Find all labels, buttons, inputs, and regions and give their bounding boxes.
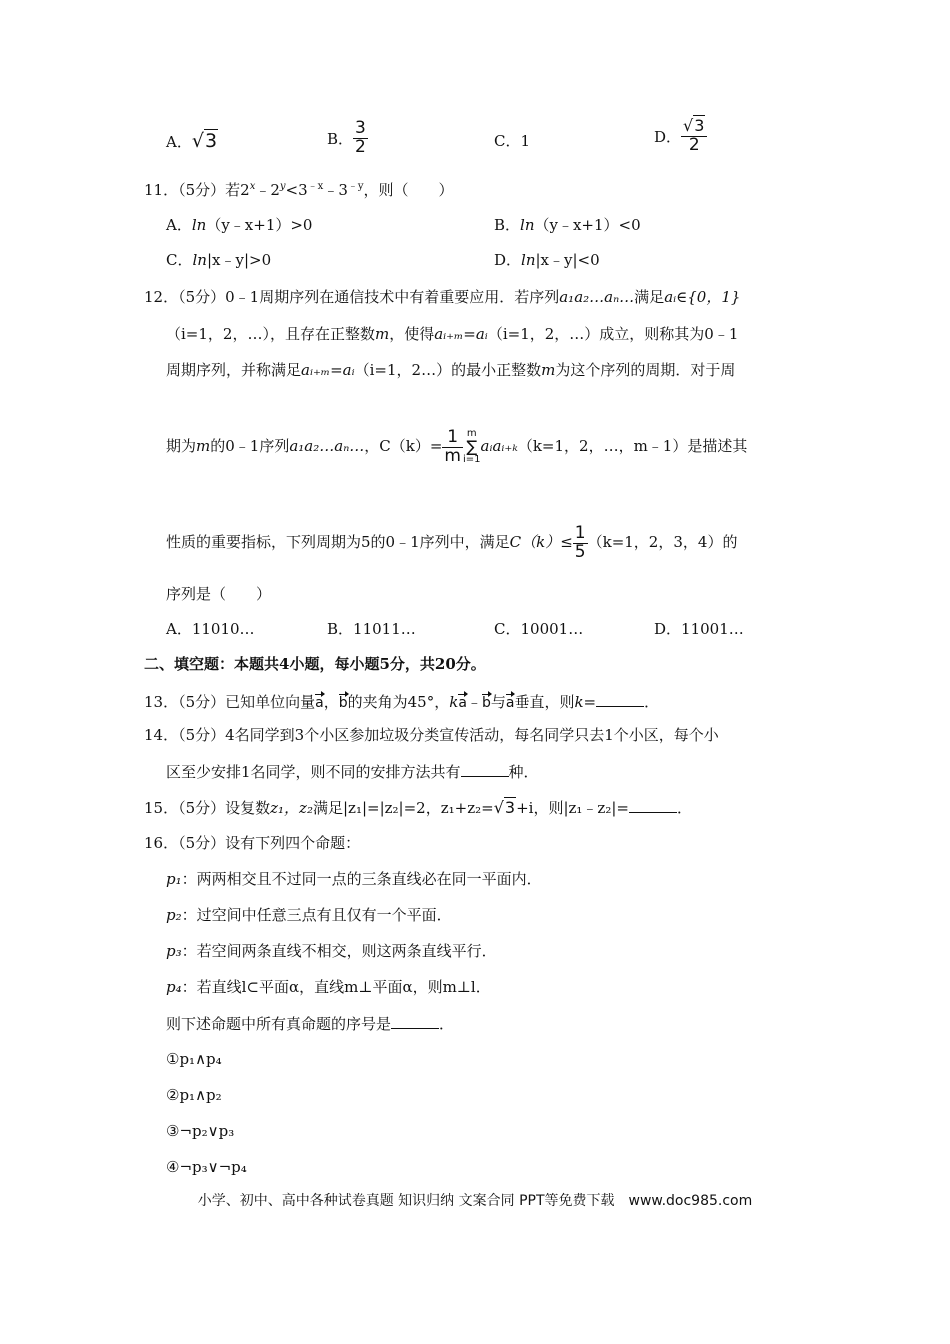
vector-a-icon: a bbox=[458, 692, 467, 710]
q12-line-4: 期为m的0﹣1序列a₁a₂…aₙ…，C（k）= $\frac{1}{m}$ m ∑ i=1aᵢaᵢ₊ₖ（k=1，2，…，m﹣1）是描述其 bbox=[166, 426, 748, 466]
page-footer: 小学、初中、高中各种试卷真题 知识归纳 文案合同 PPT等免费下载 www.doc985.com bbox=[197, 1193, 753, 1209]
answer-blank[interactable] bbox=[629, 800, 677, 813]
vector-a-icon: a bbox=[315, 692, 324, 710]
section-2-heading: 二、填空题：本题共4小题，每小题5分，共20分。 bbox=[144, 655, 486, 673]
q12-option-a[interactable]: A．11010… bbox=[166, 620, 255, 638]
q16-intro: 16．（5分）设有下列四个命题： bbox=[144, 834, 361, 852]
q12-line-3: 周期序列，并称满足aᵢ₊ₘ=aᵢ（i=1，2…）的最小正整数m为这个序列的周期．对于周 bbox=[166, 361, 736, 379]
q16-choice-4[interactable]: ④¬p₃∨¬p₄ bbox=[166, 1158, 247, 1176]
q12-line-2: （i=1，2，…），且存在正整数m，使得aᵢ₊ₘ=aᵢ（i=1，2，…）成立，则称其为0﹣1 bbox=[166, 325, 739, 343]
vector-a-icon: a bbox=[506, 692, 515, 710]
q14-line-1: 14．（5分）4名同学到3个小区参加垃圾分类宣传活动，每名同学只去1个小区，每个小 bbox=[144, 726, 719, 744]
sqrt-3: √3 bbox=[191, 130, 218, 152]
q13: 13．（5分）已知单位向量a，b的夹角为45°，ka﹣b与a垂直，则k= ． bbox=[144, 693, 660, 711]
answer-blank[interactable] bbox=[391, 1016, 439, 1029]
vector-b-icon: b bbox=[482, 692, 491, 710]
answer-blank[interactable] bbox=[461, 764, 509, 777]
q16-p4: p₄：若直线l⊂平面α，直线m⊥平面α，则m⊥l． bbox=[166, 978, 491, 996]
q10-option-b[interactable]: B． $\frac{3}{2}$ bbox=[327, 118, 366, 157]
fraction-1-5: $\frac{1}{5}$ bbox=[574, 522, 586, 562]
q12-option-c[interactable]: C．10001… bbox=[494, 620, 584, 638]
q16-choice-2[interactable]: ②p₁∧p₂ bbox=[166, 1086, 222, 1104]
q11-stem: 11．（5分）若$2^x﹣2^y<3^{﹣x}﹣3^{﹣y}$，则（ ） bbox=[144, 181, 454, 199]
q16-p1: p₁：两两相交且不过同一点的三条直线必在同一平面内． bbox=[166, 870, 542, 888]
fraction-3-2: $\frac{3}{2}$ bbox=[355, 118, 366, 157]
q14-line-2: 区至少安排1名同学，则不同的安排方法共有 种． bbox=[166, 763, 539, 781]
q11-option-a[interactable]: A．ln（y﹣x+1）>0 bbox=[166, 216, 313, 234]
q12-option-b[interactable]: B．11011… bbox=[327, 620, 416, 638]
q11-option-d[interactable]: D．ln|x﹣y|<0 bbox=[494, 251, 600, 269]
q16-ask: 则下述命题中所有真命题的序号是 ． bbox=[166, 1015, 455, 1033]
answer-blank[interactable] bbox=[596, 694, 644, 707]
q11-option-c[interactable]: C．ln|x﹣y|>0 bbox=[166, 251, 272, 269]
q16-choice-3[interactable]: ③¬p₂∨p₃ bbox=[166, 1122, 235, 1140]
sqrt-3: √3 bbox=[493, 798, 516, 817]
q12-line-5: 性质的重要指标，下列周期为5的0﹣1序列中，满足C（k）≤ $\frac{1}{5}$ （k=1，2，3，4）的 bbox=[166, 522, 738, 562]
q15: 15．（5分）设复数z₁，z₂满足|z₁|=|z₂|=2，z₁+z₂=√3+i，则|z₁﹣z₂|= ． bbox=[144, 798, 692, 817]
fraction-sqrt3-2: $\frac{√3}{2}$ bbox=[681, 118, 707, 155]
q12-line-6: 序列是（ ） bbox=[166, 585, 272, 603]
q10-option-c[interactable]: C．1 bbox=[494, 132, 531, 150]
fraction-1-m: $\frac{1}{m}$ bbox=[444, 426, 461, 466]
q16-choice-1[interactable]: ①p₁∧p₄ bbox=[166, 1050, 222, 1068]
summation-sign: m ∑ i=1 bbox=[462, 428, 481, 465]
q11-option-b[interactable]: B．ln（y﹣x+1）<0 bbox=[494, 216, 641, 234]
q16-p3: p₃：若空间两条直线不相交，则这两条直线平行． bbox=[166, 942, 497, 960]
q12-line-1: 12．（5分）0﹣1周期序列在通信技术中有着重要应用．若序列a₁a₂…aₙ…满足aᵢ∈{0，1} bbox=[144, 288, 741, 306]
vector-b-icon: b bbox=[339, 692, 348, 710]
q10-option-d[interactable]: D． $\frac{√3}{2}$ bbox=[654, 118, 707, 155]
q12-option-d[interactable]: D．11001… bbox=[654, 620, 744, 638]
q16-p2: p₂：过空间中任意三点有且仅有一个平面． bbox=[166, 906, 452, 924]
q10-option-a[interactable]: A．√3 bbox=[166, 130, 218, 152]
